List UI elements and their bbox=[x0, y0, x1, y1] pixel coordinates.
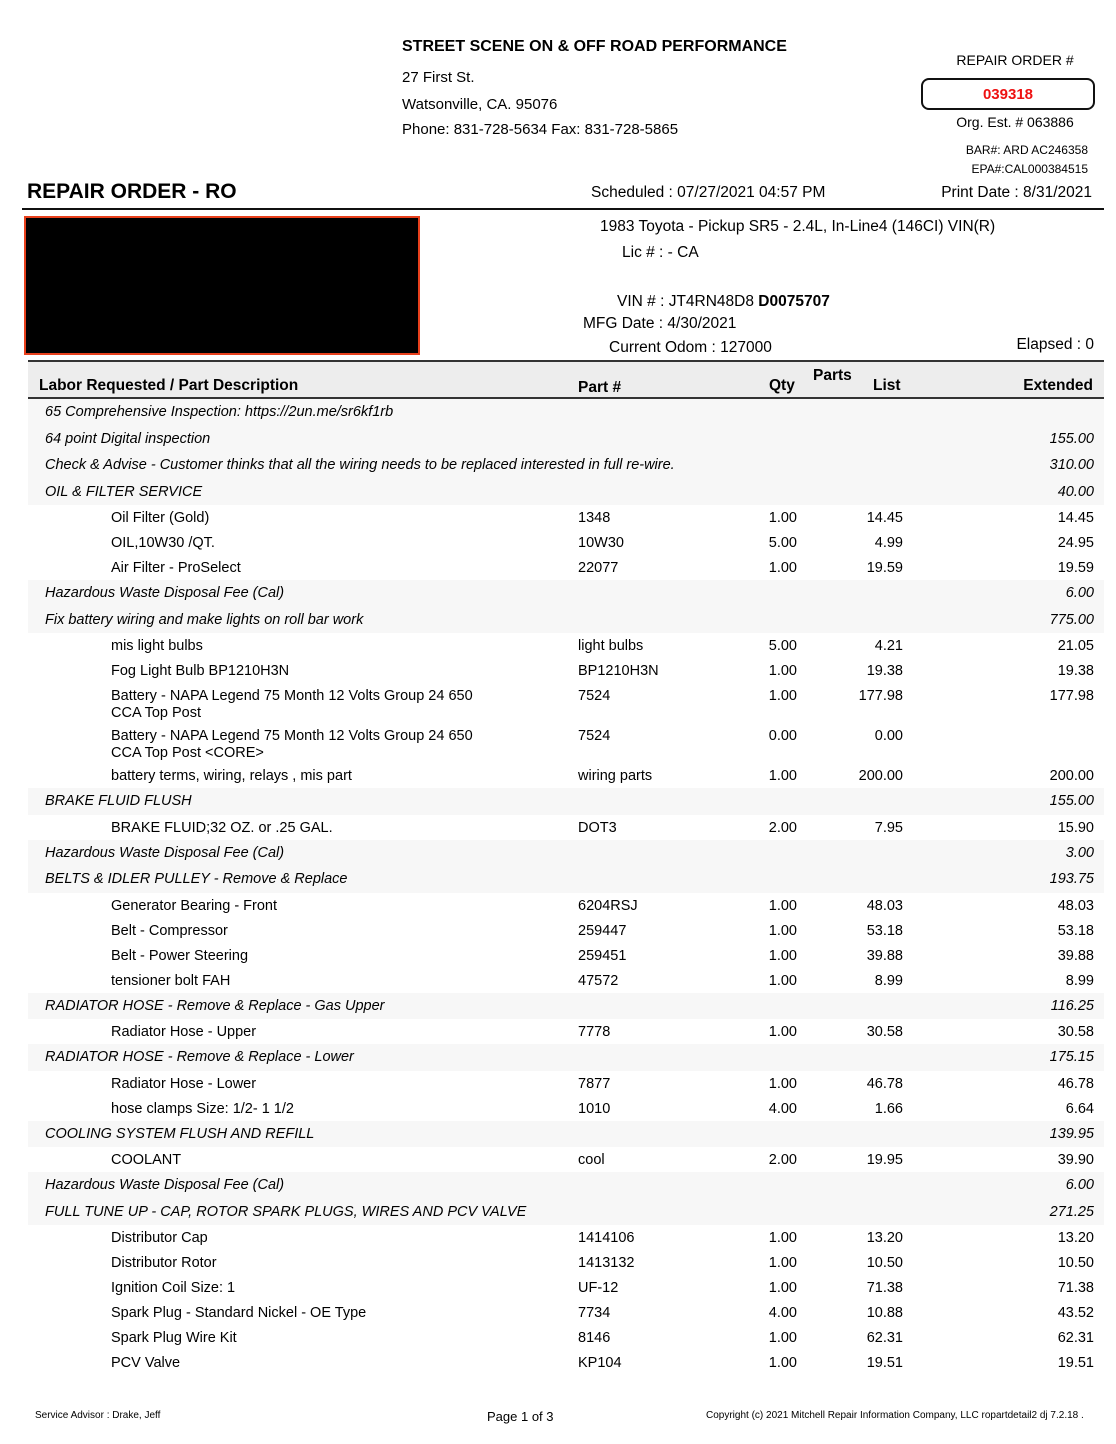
part-list-price: 71.38 bbox=[866, 1280, 903, 1296]
labor-description: Hazardous Waste Disposal Fee (Cal) bbox=[45, 1177, 285, 1193]
part-qty: 1.00 bbox=[768, 897, 797, 914]
part-extended: 39.88 bbox=[1057, 947, 1094, 964]
labor-description: FULL TUNE UP - CAP, ROTOR SPARK PLUGS, WIRES AND PCV VALVE bbox=[45, 1203, 527, 1220]
part-extended: 21.05 bbox=[1057, 638, 1094, 654]
part-description-line-1: battery terms, wiring, relays , mis part bbox=[111, 768, 352, 784]
part-list-price: 19.59 bbox=[866, 560, 903, 576]
header-part-number: Part # bbox=[578, 379, 622, 396]
part-extended: 200.00 bbox=[1049, 768, 1094, 784]
part-number: 1348 bbox=[578, 510, 611, 526]
part-qty: 5.00 bbox=[768, 535, 797, 551]
part-extended: 53.18 bbox=[1057, 922, 1094, 939]
labor-extended: 116.25 bbox=[1050, 997, 1094, 1014]
header-parts: Parts bbox=[813, 367, 852, 384]
shop-phone-fax: Phone: 831-728-5634 Fax: 831-728-5865 bbox=[402, 121, 679, 138]
part-row bbox=[28, 893, 1104, 918]
part-row bbox=[28, 1019, 1104, 1044]
part-number: 8146 bbox=[578, 1330, 611, 1346]
part-description bbox=[111, 728, 473, 761]
copyright: Copyright (c) 2021 Mitchell Repair Information Company, LLC ropartdetail2 dj 7.2.18 . bbox=[706, 1410, 1084, 1421]
part-description bbox=[111, 1076, 256, 1092]
part-description bbox=[111, 1355, 180, 1371]
print-date: Print Date : 8/31/2021 bbox=[941, 184, 1092, 201]
labor-extended: 155.00 bbox=[1049, 430, 1094, 447]
labor-description: Check & Advise - Customer thinks that all the wiring needs to be replaced interested in full re-wire. bbox=[45, 457, 675, 473]
labor-description: COOLING SYSTEM FLUSH AND REFILL bbox=[45, 1125, 315, 1142]
part-extended: 15.90 bbox=[1057, 819, 1094, 836]
title-divider bbox=[22, 208, 1104, 210]
part-description-line-1: hose clamps Size: 1/2- 1 1/2 bbox=[111, 1100, 294, 1117]
part-row bbox=[28, 1147, 1104, 1172]
part-extended: 43.52 bbox=[1057, 1305, 1094, 1321]
part-list-price: 19.95 bbox=[866, 1152, 903, 1168]
part-number: 1413132 bbox=[578, 1255, 635, 1271]
part-row bbox=[28, 505, 1104, 530]
shop-address-line-1: 27 First St. bbox=[402, 69, 475, 86]
part-description-line-1: mis light bulbs bbox=[111, 638, 203, 654]
part-description bbox=[111, 973, 230, 989]
part-list-price: 62.31 bbox=[866, 1330, 903, 1346]
part-list-price: 4.21 bbox=[874, 638, 903, 654]
labor-description: RADIATOR HOSE - Remove & Replace - Gas Upper bbox=[45, 997, 385, 1014]
part-description-line-2: CCA Top Post <CORE> bbox=[111, 745, 264, 761]
part-description-line-1: Spark Plug - Standard Nickel - OE Type bbox=[111, 1305, 367, 1321]
part-description bbox=[111, 820, 333, 836]
part-number: 10W30 bbox=[578, 535, 624, 551]
part-description bbox=[111, 560, 241, 576]
part-row bbox=[28, 968, 1104, 993]
part-row bbox=[28, 1071, 1104, 1096]
vin-prefix: JT4RN48D8 bbox=[668, 293, 759, 310]
part-extended: 13.20 bbox=[1057, 1230, 1094, 1246]
redacted-customer-info bbox=[24, 216, 420, 355]
table-header bbox=[28, 360, 1104, 399]
part-qty: 1.00 bbox=[768, 972, 797, 989]
part-description-line-1: Spark Plug Wire Kit bbox=[111, 1330, 237, 1346]
labor-extended: 40.00 bbox=[1057, 483, 1094, 500]
part-qty: 1.00 bbox=[768, 1230, 797, 1246]
part-list-price: 8.99 bbox=[874, 972, 903, 989]
part-number: wiring parts bbox=[578, 768, 653, 784]
part-qty: 1.00 bbox=[768, 768, 797, 784]
part-row bbox=[28, 815, 1104, 840]
part-extended: 6.64 bbox=[1065, 1100, 1094, 1117]
part-qty: 1.00 bbox=[768, 1024, 797, 1040]
part-list-price: 19.51 bbox=[866, 1355, 903, 1371]
part-qty: 1.00 bbox=[768, 922, 797, 939]
part-description bbox=[111, 1330, 237, 1346]
part-number: 22077 bbox=[578, 560, 619, 576]
part-number: BP1210H3N bbox=[578, 663, 659, 679]
labor-extended: 271.25 bbox=[1049, 1203, 1094, 1220]
part-list-price: 177.98 bbox=[858, 688, 903, 704]
original-estimate-number: Org. Est. # 063886 bbox=[956, 114, 1074, 130]
part-description bbox=[111, 1152, 181, 1168]
part-list-price: 10.50 bbox=[866, 1255, 903, 1271]
part-number: 1010 bbox=[578, 1100, 611, 1117]
labor-description: OIL & FILTER SERVICE bbox=[45, 483, 203, 500]
part-row bbox=[28, 1096, 1104, 1121]
part-qty: 1.00 bbox=[768, 1280, 797, 1296]
vin-serial: D0075707 bbox=[758, 293, 830, 310]
part-description-line-1: BRAKE FLUID;32 OZ. or .25 GAL. bbox=[111, 819, 333, 836]
part-description-line-1: Oil Filter (Gold) bbox=[111, 510, 210, 526]
labor-row bbox=[28, 1121, 1104, 1148]
labor-description: RADIATOR HOSE - Remove & Replace - Lower bbox=[45, 1049, 354, 1065]
labor-extended: 6.00 bbox=[1065, 1177, 1094, 1193]
part-list-price: 10.88 bbox=[866, 1305, 903, 1321]
header-description: Labor Requested / Part Description bbox=[39, 377, 299, 394]
part-list-price: 200.00 bbox=[858, 768, 903, 784]
labor-row bbox=[28, 993, 1104, 1020]
part-row bbox=[28, 943, 1104, 968]
part-row bbox=[28, 763, 1104, 788]
license-number: Lic # : - CA bbox=[622, 244, 699, 261]
part-description-line-1: Belt - Power Steering bbox=[111, 947, 249, 964]
part-list-price: 13.20 bbox=[866, 1230, 903, 1246]
vin-number bbox=[617, 293, 830, 311]
part-extended: 19.38 bbox=[1057, 663, 1094, 679]
part-description-line-1: Battery - NAPA Legend 75 Month 12 Volts Group 24 650 bbox=[111, 688, 473, 704]
part-description-line-1: Generator Bearing - Front bbox=[111, 897, 278, 914]
part-row bbox=[28, 723, 1104, 763]
labor-row bbox=[28, 788, 1104, 815]
part-row bbox=[28, 530, 1104, 555]
page-number: Page 1 of 3 bbox=[487, 1409, 554, 1424]
labor-row bbox=[28, 452, 1104, 479]
part-row bbox=[28, 1250, 1104, 1275]
labor-row bbox=[28, 607, 1104, 634]
part-list-price: 30.58 bbox=[866, 1024, 903, 1040]
part-number: light bulbs bbox=[578, 638, 644, 654]
part-description bbox=[111, 638, 203, 654]
part-number: UF-12 bbox=[578, 1280, 619, 1296]
part-description-line-1: Ignition Coil Size: 1 bbox=[111, 1280, 236, 1296]
part-qty: 2.00 bbox=[768, 1152, 797, 1168]
part-description bbox=[111, 1305, 366, 1321]
part-row bbox=[28, 1275, 1104, 1300]
part-qty: 0.00 bbox=[768, 728, 797, 744]
part-row bbox=[28, 1325, 1104, 1350]
part-description bbox=[111, 898, 277, 914]
part-extended: 48.03 bbox=[1057, 897, 1094, 914]
part-description bbox=[111, 535, 215, 551]
part-qty: 1.00 bbox=[768, 947, 797, 964]
part-list-price: 14.45 bbox=[866, 510, 903, 526]
part-qty: 1.00 bbox=[768, 510, 797, 526]
part-number: 47572 bbox=[578, 972, 619, 989]
part-description-line-1: COOLANT bbox=[111, 1152, 182, 1168]
part-extended: 46.78 bbox=[1057, 1075, 1094, 1092]
part-description-line-1: Battery - NAPA Legend 75 Month 12 Volts Group 24 650 bbox=[111, 728, 473, 744]
labor-row bbox=[28, 426, 1104, 453]
part-description-line-1: Air Filter - ProSelect bbox=[111, 560, 241, 576]
part-qty: 1.00 bbox=[768, 1075, 797, 1092]
part-description bbox=[111, 948, 248, 964]
part-number: 1414106 bbox=[578, 1230, 635, 1246]
part-description-line-1: Radiator Hose - Upper bbox=[111, 1024, 257, 1040]
part-list-price: 48.03 bbox=[866, 897, 903, 914]
labor-row bbox=[28, 1199, 1104, 1226]
labor-extended: 6.00 bbox=[1065, 585, 1094, 601]
table-body bbox=[28, 399, 1104, 1375]
part-row bbox=[28, 683, 1104, 723]
part-number: 7877 bbox=[578, 1075, 611, 1092]
labor-extended: 139.95 bbox=[1049, 1125, 1094, 1142]
labor-description: 64 point Digital inspection bbox=[45, 430, 211, 447]
part-list-price: 39.88 bbox=[866, 947, 903, 964]
labor-row bbox=[28, 866, 1104, 893]
part-row bbox=[28, 1225, 1104, 1250]
labor-extended: 3.00 bbox=[1065, 844, 1094, 861]
part-qty: 4.00 bbox=[768, 1100, 797, 1117]
labor-row bbox=[28, 1172, 1104, 1199]
part-description-line-1: Distributor Cap bbox=[111, 1230, 208, 1246]
labor-row bbox=[28, 1044, 1104, 1071]
part-qty: 1.00 bbox=[768, 688, 797, 704]
repair-order-number-box bbox=[921, 78, 1095, 110]
part-list-price: 1.66 bbox=[874, 1100, 903, 1117]
part-description-line-1: OIL,10W30 /QT. bbox=[111, 535, 215, 551]
part-list-price: 7.95 bbox=[874, 819, 903, 836]
part-qty: 1.00 bbox=[768, 1255, 797, 1271]
part-description bbox=[111, 768, 352, 784]
current-odometer: Current Odom : 127000 bbox=[609, 339, 772, 356]
vin-label: VIN # : bbox=[617, 293, 669, 310]
labor-description: Hazardous Waste Disposal Fee (Cal) bbox=[45, 585, 285, 601]
part-description-line-1: Radiator Hose - Lower bbox=[111, 1075, 257, 1092]
part-number: 6204RSJ bbox=[578, 897, 638, 914]
part-number: 7734 bbox=[578, 1305, 611, 1321]
mfg-date: MFG Date : 4/30/2021 bbox=[583, 315, 737, 332]
part-number: DOT3 bbox=[578, 819, 617, 836]
part-description-line-1: Belt - Compressor bbox=[111, 922, 228, 939]
labor-description: Hazardous Waste Disposal Fee (Cal) bbox=[45, 844, 285, 861]
part-qty: 2.00 bbox=[768, 819, 797, 836]
scheduled-date: Scheduled : 07/27/2021 04:57 PM bbox=[591, 184, 826, 201]
document-title: REPAIR ORDER - RO bbox=[27, 180, 237, 203]
labor-description: Fix battery wiring and make lights on roll bar work bbox=[45, 611, 364, 628]
part-extended: 19.51 bbox=[1057, 1355, 1094, 1371]
header-qty: Qty bbox=[769, 377, 795, 394]
part-extended: 10.50 bbox=[1057, 1255, 1094, 1271]
part-qty: 5.00 bbox=[768, 638, 797, 654]
part-description-line-1: Distributor Rotor bbox=[111, 1255, 217, 1271]
part-list-price: 4.99 bbox=[874, 535, 903, 551]
vehicle-description: 1983 Toyota - Pickup SR5 - 2.4L, In-Line4 (146CI) VIN(R) bbox=[600, 218, 996, 235]
labor-description: 65 Comprehensive Inspection: https://2un.me/sr6kf1rb bbox=[45, 404, 394, 420]
part-description-line-2: CCA Top Post bbox=[111, 705, 202, 721]
part-description bbox=[111, 1101, 294, 1117]
epa-number: EPA#:CAL000384515 bbox=[971, 162, 1088, 176]
part-row bbox=[28, 918, 1104, 943]
part-row bbox=[28, 1350, 1104, 1375]
part-extended: 24.95 bbox=[1057, 535, 1094, 551]
part-description bbox=[111, 688, 473, 721]
part-number: 259451 bbox=[578, 947, 627, 964]
labor-extended: 193.75 bbox=[1049, 871, 1094, 887]
part-qty: 1.00 bbox=[768, 560, 797, 576]
elapsed: Elapsed : 0 bbox=[1016, 336, 1094, 353]
part-number: 7778 bbox=[578, 1024, 611, 1040]
part-number: cool bbox=[578, 1152, 605, 1168]
part-qty: 1.00 bbox=[768, 1330, 797, 1346]
part-row bbox=[28, 1300, 1104, 1325]
part-description-line-1: tensioner bolt FAH bbox=[111, 972, 231, 989]
part-description bbox=[111, 663, 289, 679]
part-row bbox=[28, 633, 1104, 658]
part-number: 259447 bbox=[578, 922, 627, 939]
part-description bbox=[111, 923, 228, 939]
shop-address-line-2: Watsonville, CA. 95076 bbox=[402, 96, 558, 113]
part-row bbox=[28, 555, 1104, 580]
part-list-price: 19.38 bbox=[866, 663, 903, 679]
labor-row bbox=[28, 580, 1104, 607]
part-extended: 39.90 bbox=[1057, 1152, 1094, 1168]
part-number: 7524 bbox=[578, 728, 611, 744]
labor-extended: 310.00 bbox=[1049, 457, 1094, 473]
part-row bbox=[28, 658, 1104, 683]
labor-row bbox=[28, 399, 1104, 426]
part-description-line-1: PCV Valve bbox=[111, 1355, 181, 1371]
service-advisor: Service Advisor : Drake, Jeff bbox=[35, 1410, 161, 1421]
part-number: KP104 bbox=[578, 1355, 622, 1371]
labor-extended: 775.00 bbox=[1049, 611, 1094, 628]
part-extended: 19.59 bbox=[1057, 560, 1094, 576]
part-extended: 177.98 bbox=[1049, 688, 1094, 704]
header-list: List bbox=[873, 377, 901, 394]
part-extended: 71.38 bbox=[1057, 1280, 1094, 1296]
header-extended: Extended bbox=[1023, 377, 1093, 394]
shop-name: STREET SCENE ON & OFF ROAD PERFORMANCE bbox=[402, 38, 787, 55]
bar-number: BAR#: ARD AC246358 bbox=[965, 143, 1088, 157]
part-qty: 1.00 bbox=[768, 1355, 797, 1371]
part-list-price: 0.00 bbox=[874, 728, 903, 744]
part-extended: 30.58 bbox=[1057, 1024, 1094, 1040]
part-description bbox=[111, 1255, 217, 1271]
part-description bbox=[111, 1024, 256, 1040]
part-extended: 8.99 bbox=[1065, 972, 1094, 989]
part-qty: 1.00 bbox=[768, 663, 797, 679]
part-extended: 62.31 bbox=[1057, 1330, 1094, 1346]
part-list-price: 46.78 bbox=[866, 1075, 903, 1092]
labor-description: BELTS & IDLER PULLEY - Remove & Replace bbox=[45, 871, 348, 887]
part-extended: 14.45 bbox=[1057, 510, 1094, 526]
part-description bbox=[111, 1230, 208, 1246]
part-list-price: 53.18 bbox=[866, 922, 903, 939]
part-description-line-1: Fog Light Bulb BP1210H3N bbox=[111, 663, 290, 679]
part-description bbox=[111, 510, 209, 526]
labor-description: BRAKE FLUID FLUSH bbox=[45, 793, 192, 809]
part-qty: 4.00 bbox=[768, 1305, 797, 1321]
labor-extended: 175.15 bbox=[1049, 1049, 1094, 1065]
labor-extended: 155.00 bbox=[1049, 793, 1094, 809]
line-items-table bbox=[28, 360, 1104, 1375]
part-description bbox=[111, 1280, 235, 1296]
labor-row bbox=[28, 479, 1104, 506]
repair-order-label: REPAIR ORDER # bbox=[956, 52, 1074, 68]
part-number: 7524 bbox=[578, 688, 611, 704]
labor-row bbox=[28, 840, 1104, 867]
repair-order-number: 039318 bbox=[982, 85, 1034, 103]
